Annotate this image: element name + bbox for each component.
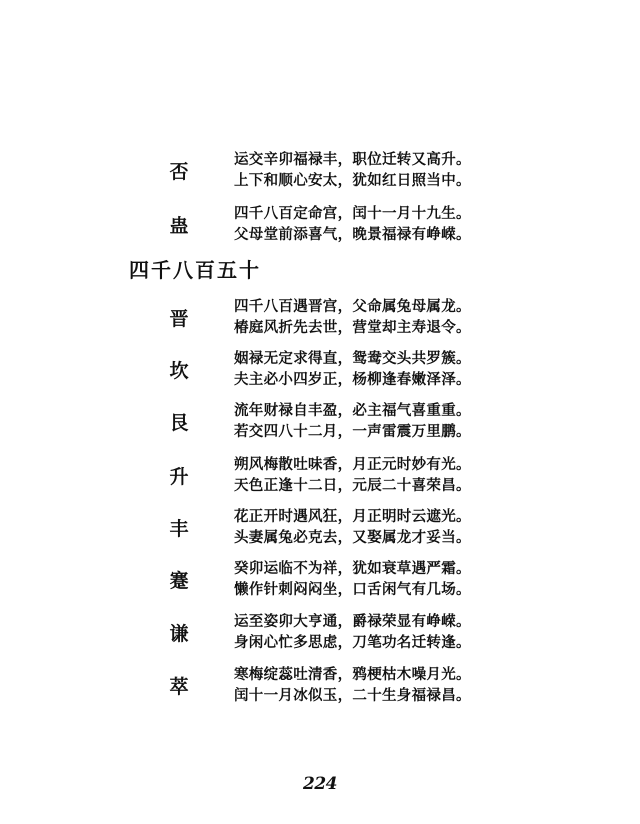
hexagram-label: 否 (169, 161, 189, 183)
verse-line: 运交辛卯福禄丰，职位迁转又高升。 (234, 151, 471, 168)
verse-line: 流年财禄自丰盈，必主福气喜重重。 (234, 402, 471, 419)
hexagram-label: 坎 (169, 360, 189, 382)
hexagram-label: 蛊 (169, 215, 189, 237)
verse-line: 头妻属兔必克去，又娶属龙才妥当。 (234, 529, 471, 546)
verse-line: 姻禄无定求得直，鸳鸯交头共罗簇。 (234, 350, 471, 367)
hexagram-label: 萃 (169, 676, 189, 698)
section-heading: 四千八百五十 (129, 258, 261, 282)
verse-line: 若交四八十二月，一声雷震万里鹏。 (234, 423, 471, 440)
verse-line: 寒梅绽蕊吐清香，鸦梗枯木噪月光。 (234, 666, 471, 683)
hexagram-label: 蹇 (169, 570, 189, 592)
verse-line: 朔风梅散吐味香，月正元时妙有光。 (234, 456, 471, 473)
verse-line: 闰十一月冰似玉，二十生身福禄昌。 (234, 687, 471, 704)
verse-line: 懒作针刺闷闷坐，口舌闲气有几场。 (234, 581, 471, 598)
verse-line: 上下和顺心安太，犹如红日照当中。 (234, 172, 471, 189)
verse-line: 椿庭风折先去世，营堂却主寿退令。 (234, 319, 471, 336)
hexagram-label: 升 (169, 466, 189, 488)
verse-line: 身闲心忙多思虑，刀笔功名迁转逢。 (234, 634, 471, 651)
verse-line: 四千八百遇晋宫，父命属兔母属龙。 (234, 298, 471, 315)
verse-line: 夫主必小四岁正，杨柳逢春嫩泽泽。 (234, 371, 471, 388)
hexagram-label: 晋 (169, 308, 189, 330)
verse-line: 天色正逢十二日，元辰二十喜荣昌。 (234, 477, 471, 494)
page-number: 224 (303, 774, 337, 794)
verse-line: 运至姿卯大亨通，爵禄荣显有峥嵘。 (234, 613, 471, 630)
verse-line: 四千八百定命宫，闰十一月十九生。 (234, 205, 471, 222)
hexagram-label: 谦 (169, 623, 189, 645)
hexagram-label: 丰 (169, 518, 189, 540)
verse-line: 父母堂前添喜气，晚景福禄有峥嵘。 (234, 226, 471, 243)
verse-line: 花正开时遇风狂，月正明时云遮光。 (234, 508, 471, 525)
verse-line: 癸卯运临不为祥，犹如衰草遇严霜。 (234, 560, 471, 577)
hexagram-label: 艮 (169, 412, 189, 434)
